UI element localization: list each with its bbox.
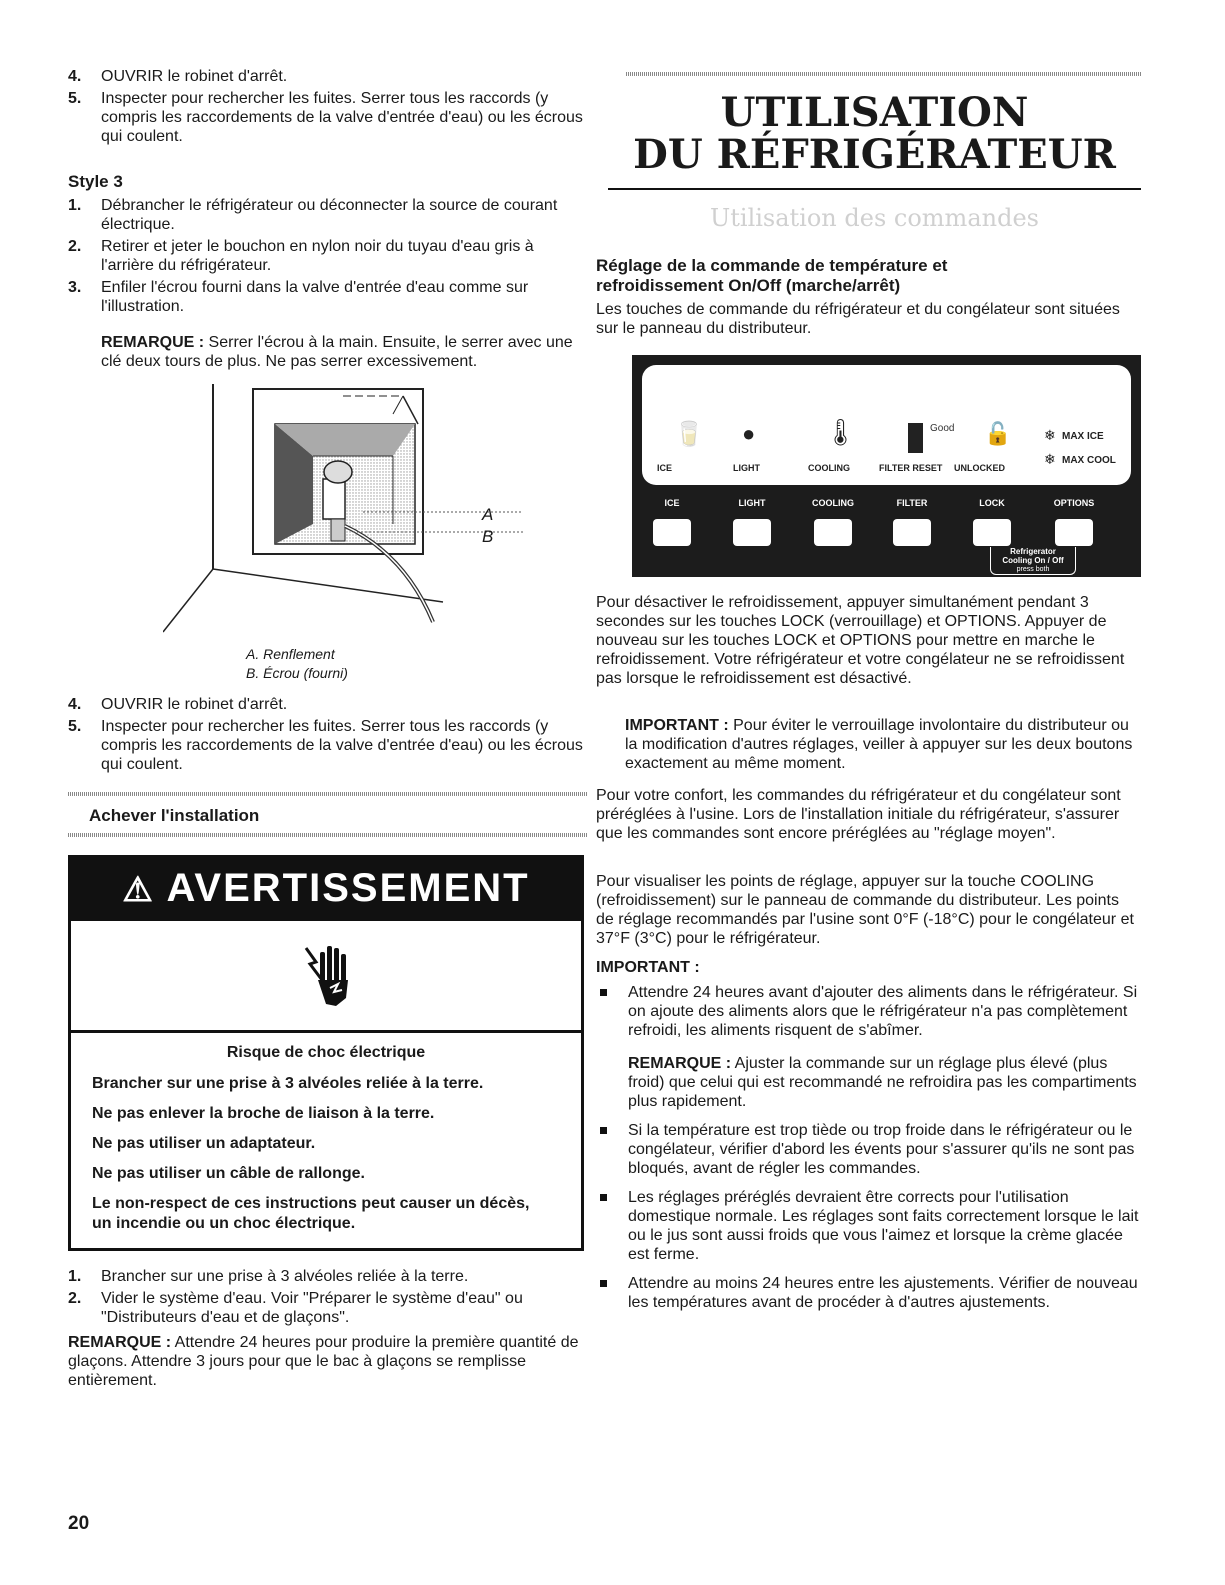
filter-status-icon (908, 423, 923, 453)
list-item: 3. Enfiler l'écrou fourni dans la valve d'entrée d'eau comme sur l'illustration. (68, 279, 529, 315)
list-item: 4. OUVRIR le robinet d'arrêt. (68, 696, 288, 713)
warning-triangle-icon: ⚠ (122, 871, 155, 909)
style3-heading: Style 3 (68, 172, 123, 191)
section-divider (68, 792, 588, 796)
paragraph: Pour visualiser les points de réglage, appuyer sur la touche COOLING (refroidissement) sur le panneau de commande du distributeur. Les points de réglage recommandés par l'usine sont 0°F (-18°C) pour le congélateur et 37°F (3°C) pour le réfrigérateur. (596, 873, 1134, 947)
status-label-ice: ICE (657, 463, 673, 473)
paragraph: Pour désactiver le refroidissement, appuyer simultanément pendant 3 secondes sur les touches LOCK (verrouillage) et OPTIONS. Appuyer de nouveau sur les touches LOCK et OPTIONS pour mettre en marche le refroidissement. Votre réfrigérateur et votre congélateur ne se refroidissent pas lorsque le refroidissement est désactivé. (596, 594, 1125, 687)
list-item: 1. Brancher sur une prise à 3 alvéoles reliée à la terre. (68, 1268, 469, 1285)
max-ice-icon: ❄ (1044, 427, 1056, 443)
options-button[interactable] (1055, 519, 1093, 546)
status-label-light: LIGHT (733, 463, 760, 473)
warning-lines: Brancher sur une prise à 3 alvéoles reliée à la terre. Ne pas enlever la broche de liaison à la terre. Ne pas utiliser un adaptateur. Ne pas utiliser un câble de rallonge. Le non-respect de ces instructions peut causer un décès, un incendie ou un choc électrique. (92, 1075, 530, 1232)
max-cool-label: MAX COOL (1062, 455, 1116, 466)
filter-button[interactable] (893, 519, 931, 546)
figure-label-a: A (482, 505, 494, 524)
button-label-filter: FILTER (896, 498, 928, 508)
unlocked-icon: 🔓 (984, 421, 1012, 446)
warning-risk: Risque de choc électrique (226, 1044, 426, 1061)
light-button[interactable] (733, 519, 771, 546)
page-title: UTILISATION DU RÉFRIGÉRATEUR (633, 89, 1116, 178)
page-number: 20 (68, 1513, 90, 1534)
style3-steps-list (68, 196, 588, 319)
important-note: IMPORTANT : Pour éviter le verrouillage involontaire du distributeur ou la modification d'autres réglages, veiller à appuyer sur les deux boutons exactement au même moment. (625, 717, 1133, 772)
remarque-note: REMARQUE : Serrer l'écrou à la main. Ensuite, le serrer avec une clé deux tours de plus. Ne pas serrer excessivement. (101, 334, 573, 370)
warning-box (68, 855, 584, 1251)
remarque-note: REMARQUE : Ajuster la commande sur un réglage plus élevé (plus froid) que celui qui est recommandé ne refroidira pas les compartiments plus rapidement. (628, 1055, 1137, 1110)
final-steps-list (68, 1267, 588, 1330)
section-divider (68, 833, 588, 837)
second-steps-list (68, 695, 588, 777)
max-ice-label: MAX ICE (1062, 431, 1104, 442)
button-label-options: OPTIONS (1053, 498, 1095, 508)
list-item: Attendre 24 heures avant d'ajouter des aliments dans le réfrigérateur. Si on ajoute des aliments alors que le réfrigérateur n'a pas complètement refroidi, les aliments risquent de s'abîmer. REMARQUE : Ajuster la commande sur un réglage plus élevé (plus froid) que celui qui est recommandé ne refroidira pas les compartiments plus rapidement. (596, 983, 1141, 1111)
figure-label-b: B (482, 527, 494, 546)
status-label-cooling: COOLING (808, 463, 850, 473)
warning-divider (71, 1030, 581, 1033)
filter-good-label: Good (930, 423, 955, 434)
thermometer-icon: 🌡 (824, 417, 858, 447)
dispenser-control-panel (632, 355, 1141, 577)
water-valve-illustration (163, 384, 523, 634)
achever-heading: Achever l'installation (89, 806, 260, 825)
bullet-square-icon (600, 1127, 607, 1134)
lock-button[interactable] (973, 519, 1011, 546)
status-label-unlocked: UNLOCKED (954, 463, 1005, 473)
ice-button[interactable] (653, 519, 691, 546)
intro-paragraph: Les touches de commande du réfrigérateur et du congélateur sont situées sur le panneau du distributeur. (596, 301, 1120, 337)
cooling-button[interactable] (814, 519, 852, 546)
figure-caption: A. Renflement B. Écrou (fourni) (246, 646, 348, 681)
button-label-ice: ICE (664, 498, 680, 508)
button-label-cooling: COOLING (812, 498, 854, 508)
list-item: 2. Retirer et jeter le bouchon en nylon noir du tuyau d'eau gris à l'arrière du réfrigérateur. (68, 238, 534, 274)
list-item: 1. Débrancher le réfrigérateur ou déconnecter la source de courant électrique. (68, 197, 558, 233)
status-label-filter-reset: FILTER RESET (879, 463, 943, 473)
section-heading: Réglage de la commande de température et refroidissement On/Off (marche/arrêt) (596, 256, 948, 295)
list-item: 5. Inspecter pour rechercher les fuites. Serrer tous les raccords (y compris les raccordements de la valve d'entrée d'eau) ou les écrous qui coulent. (68, 718, 583, 773)
ice-glass-icon: 🥛 (674, 421, 704, 448)
bullet-square-icon (600, 1280, 607, 1287)
light-bulb-icon: ● (742, 421, 756, 446)
list-item: 2. Vider le système d'eau. Voir "Préparer le système d'eau" ou "Distributeurs d'eau et de glaçons". (68, 1290, 523, 1326)
important-heading: IMPORTANT : (596, 959, 700, 976)
bullet-square-icon (600, 1194, 607, 1201)
max-cool-icon: ❄ (1044, 451, 1056, 467)
section-subtitle: Utilisation des commandes (710, 204, 1039, 232)
button-label-lock: LOCK (979, 498, 1005, 508)
cooling-onoff-badge: Refrigerator Cooling On / Off press both (990, 547, 1076, 575)
top-steps-list (68, 67, 588, 149)
bullet-square-icon (600, 989, 607, 996)
important-bullet-list (596, 983, 1141, 1322)
remarque-note: REMARQUE : Attendre 24 heures pour produire la première quantité de glaçons. Attendre 3 jours pour que le bac à glaçons se remplisse entièrement. (68, 1334, 579, 1389)
electric-shock-hand-icon (296, 940, 356, 1012)
list-item: Les réglages préréglés devraient être corrects pour l'utilisation domestique normale. Les réglages sont faits correctement lorsque le lait ou le jus sont aussi froids que vous l'aimez et lorsque la crème glacée est ferme. (596, 1188, 1141, 1264)
title-rule (608, 188, 1141, 190)
warning-header: ⚠ AVERTISSEMENT (71, 858, 581, 921)
list-item: Attendre au moins 24 heures entre les ajustements. Vérifier de nouveau les températures avant de procéder à d'autres ajustements. (596, 1274, 1141, 1312)
list-item: 4. OUVRIR le robinet d'arrêt. (68, 68, 288, 85)
button-label-light: LIGHT (738, 498, 766, 508)
paragraph: Pour votre confort, les commandes du réfrigérateur et du congélateur sont préréglées à l'usine. Lors de l'installation initiale du réfrigérateur, s'assurer que les commandes sont encore préréglées au "réglage moyen". (596, 787, 1121, 842)
list-item: 5. Inspecter pour rechercher les fuites. Serrer tous les raccords (y compris les raccordements de la valve d'entrée d'eau) ou les écrous qui coulent. (68, 90, 583, 145)
section-divider (626, 72, 1141, 76)
list-item: Si la température est trop tiède ou trop froide dans le réfrigérateur ou le congélateur, vérifier d'abord les évents pour s'assurer qu'ils ne sont pas bloqués, avant de régler les commandes. (596, 1121, 1141, 1178)
